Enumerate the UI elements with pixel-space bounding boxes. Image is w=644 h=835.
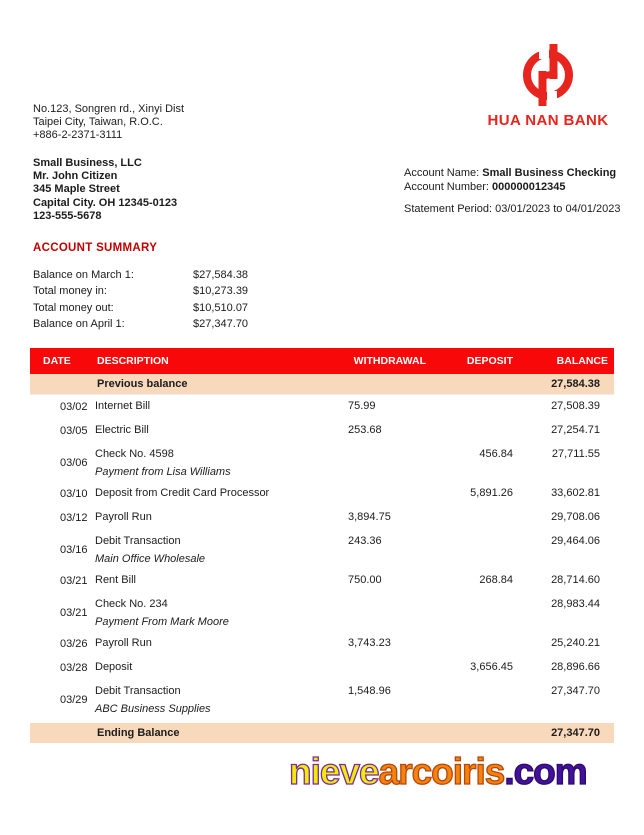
col-header-deposit: DEPOSIT bbox=[466, 355, 513, 367]
tx-withdrawal: 750.00 bbox=[348, 574, 382, 586]
tx-balance: 29,464.06 bbox=[551, 535, 600, 547]
bank-phone: +886-2-2371-3111 bbox=[33, 129, 123, 141]
account-number-label: Account Number: bbox=[404, 180, 493, 193]
transaction-row bbox=[30, 443, 614, 482]
statement-period: Statement Period: 03/01/2023 to 04/01/2023 bbox=[404, 203, 621, 215]
tx-date: 03/02 bbox=[60, 401, 88, 413]
tx-description: Payroll Run bbox=[95, 637, 152, 649]
transaction-row bbox=[30, 482, 614, 506]
tx-withdrawal: 3,743.23 bbox=[348, 637, 391, 649]
tx-description: Rent Bill bbox=[95, 574, 136, 586]
previous-balance-label: Previous balance bbox=[97, 378, 188, 390]
tx-withdrawal: 253.68 bbox=[348, 424, 382, 436]
tx-deposit bbox=[430, 632, 516, 656]
ending-balance-amount: 27,347.70 bbox=[551, 727, 600, 739]
previous-balance-amount: 27,584.38 bbox=[551, 378, 600, 390]
tx-description: Electric Bill bbox=[95, 424, 149, 436]
tx-description: Internet Bill bbox=[95, 400, 151, 412]
tx-date: 03/10 bbox=[60, 488, 88, 500]
bank-address-block bbox=[33, 103, 184, 142]
tx-withdrawal: 1,548.96 bbox=[348, 685, 391, 697]
ending-balance-label: Ending Balance bbox=[97, 727, 180, 739]
tx-deposit: 268.84 bbox=[479, 574, 513, 586]
account-info-block bbox=[404, 167, 621, 217]
col-header-description: DESCRIPTION bbox=[97, 355, 169, 367]
transaction-row bbox=[30, 395, 614, 419]
tx-description: Deposit from Credit Card Processor bbox=[95, 487, 270, 499]
bank-address-line: No.123, Songren rd., Xinyi Dist bbox=[33, 103, 185, 115]
tx-date: 03/05 bbox=[60, 425, 88, 437]
summary-row bbox=[33, 267, 313, 283]
tx-withdrawal: 75.99 bbox=[348, 400, 376, 412]
tx-balance: 25,240.21 bbox=[551, 637, 600, 649]
summary-label: Balance on March 1: bbox=[33, 269, 134, 281]
watermark-part-arcoiris: arcoiris bbox=[378, 751, 505, 792]
tx-date: 03/16 bbox=[60, 543, 88, 556]
summary-label: Total money in: bbox=[33, 285, 107, 298]
tx-balance: 27,254.71 bbox=[551, 424, 600, 436]
tx-date: 03/26 bbox=[60, 638, 88, 650]
previous-balance-row bbox=[30, 374, 614, 395]
tx-balance: 29,708.06 bbox=[551, 511, 600, 523]
transaction-row bbox=[30, 419, 614, 443]
tx-description: Debit Transaction bbox=[95, 685, 181, 697]
tx-deposit bbox=[430, 680, 516, 719]
tx-balance: 33,602.81 bbox=[551, 487, 600, 499]
summary-value: $10,510.07 bbox=[193, 301, 249, 314]
tx-deposit: 3,656.45 bbox=[470, 661, 513, 673]
tx-balance: 27,711.55 bbox=[551, 448, 600, 460]
tx-date: 03/21 bbox=[60, 606, 88, 619]
account-number-row bbox=[404, 181, 621, 195]
tx-withdrawal: 243.36 bbox=[348, 535, 382, 547]
transaction-row bbox=[30, 680, 614, 719]
account-summary-title: ACCOUNT SUMMARY bbox=[33, 242, 158, 254]
transaction-row bbox=[30, 656, 614, 680]
tx-date: 03/29 bbox=[60, 693, 88, 706]
tx-note: Main Office Wholesale bbox=[95, 553, 206, 565]
account-name-value: Small Business Checking bbox=[482, 167, 617, 179]
summary-row bbox=[33, 316, 313, 332]
customer-phone: 123-555-5678 bbox=[33, 209, 102, 222]
summary-value: $27,584.38 bbox=[193, 269, 249, 281]
transaction-row bbox=[30, 506, 614, 530]
tx-description: Payroll Run bbox=[95, 511, 152, 523]
watermark-part-nieve: nieve bbox=[289, 751, 379, 792]
tx-date: 03/21 bbox=[60, 575, 88, 587]
col-header-balance: BALANCE bbox=[556, 355, 608, 367]
tx-deposit: 456.84 bbox=[479, 448, 513, 460]
customer-line: Capital City. OH 12345-0123 bbox=[33, 196, 178, 209]
tx-balance: 27,347.70 bbox=[551, 685, 600, 697]
tx-balance: 27,508.39 bbox=[551, 400, 600, 412]
tx-note: Payment from Lisa Williams bbox=[95, 466, 231, 478]
watermark-part-com: .com bbox=[504, 751, 587, 792]
tx-deposit bbox=[430, 593, 516, 632]
tx-withdrawal bbox=[345, 593, 430, 632]
tx-withdrawal bbox=[345, 482, 430, 506]
tx-deposit: 5,891.26 bbox=[470, 487, 513, 499]
col-header-date: DATE bbox=[43, 355, 71, 367]
summary-value: $10,273.39 bbox=[193, 285, 249, 298]
summary-row bbox=[33, 283, 313, 299]
summary-value: $27,347.70 bbox=[193, 317, 249, 330]
transactions-table bbox=[30, 348, 614, 743]
tx-deposit bbox=[430, 530, 516, 569]
col-header-withdrawal: WITHDRAWAL bbox=[353, 355, 426, 367]
tx-deposit bbox=[430, 395, 516, 419]
tx-description: Check No. 4598 bbox=[95, 448, 174, 460]
account-number-value: 000000012345 bbox=[492, 180, 566, 193]
account-name-row bbox=[404, 167, 621, 181]
tx-description: Check No. 234 bbox=[95, 598, 168, 610]
tx-withdrawal bbox=[345, 656, 430, 680]
transaction-row bbox=[30, 632, 614, 656]
hua-nan-bank-logo bbox=[484, 44, 612, 129]
tx-note: ABC Business Supplies bbox=[95, 703, 211, 715]
transaction-row bbox=[30, 569, 614, 593]
tx-description: Debit Transaction bbox=[95, 535, 181, 547]
bank-name-text: HUA NAN BANK bbox=[487, 112, 609, 129]
account-summary-table bbox=[33, 267, 313, 332]
watermark-text bbox=[289, 751, 587, 793]
bank-address-line: Taipei City, Taiwan, R.O.C. bbox=[33, 116, 163, 128]
tx-date: 03/06 bbox=[60, 456, 88, 469]
transactions-header-row bbox=[30, 348, 614, 374]
summary-label: Balance on April 1: bbox=[33, 317, 125, 330]
tx-balance: 28,896.66 bbox=[551, 661, 600, 673]
tx-balance: 28,983.44 bbox=[551, 598, 600, 610]
tx-withdrawal: 3,894.75 bbox=[348, 511, 391, 523]
summary-row bbox=[33, 300, 313, 316]
tx-note: Payment From Mark Moore bbox=[95, 616, 229, 628]
customer-line: Mr. John Citizen bbox=[33, 170, 118, 183]
transaction-row bbox=[30, 530, 614, 569]
tx-deposit bbox=[430, 506, 516, 530]
customer-line: 345 Maple Street bbox=[33, 183, 120, 196]
tx-description: Deposit bbox=[95, 661, 133, 673]
account-name-label: Account Name: bbox=[404, 167, 483, 179]
customer-address-block bbox=[33, 157, 177, 223]
summary-label: Total money out: bbox=[33, 301, 114, 314]
tx-date: 03/28 bbox=[60, 662, 88, 674]
tx-balance: 28,714.60 bbox=[551, 574, 600, 586]
tx-withdrawal bbox=[345, 443, 430, 482]
customer-line: Small Business, LLC bbox=[33, 157, 142, 169]
tx-deposit bbox=[430, 419, 516, 443]
ending-balance-row bbox=[30, 723, 614, 743]
transaction-row bbox=[30, 593, 614, 632]
hua-nan-bank-emblem-icon bbox=[522, 44, 574, 106]
tx-date: 03/12 bbox=[60, 512, 88, 524]
